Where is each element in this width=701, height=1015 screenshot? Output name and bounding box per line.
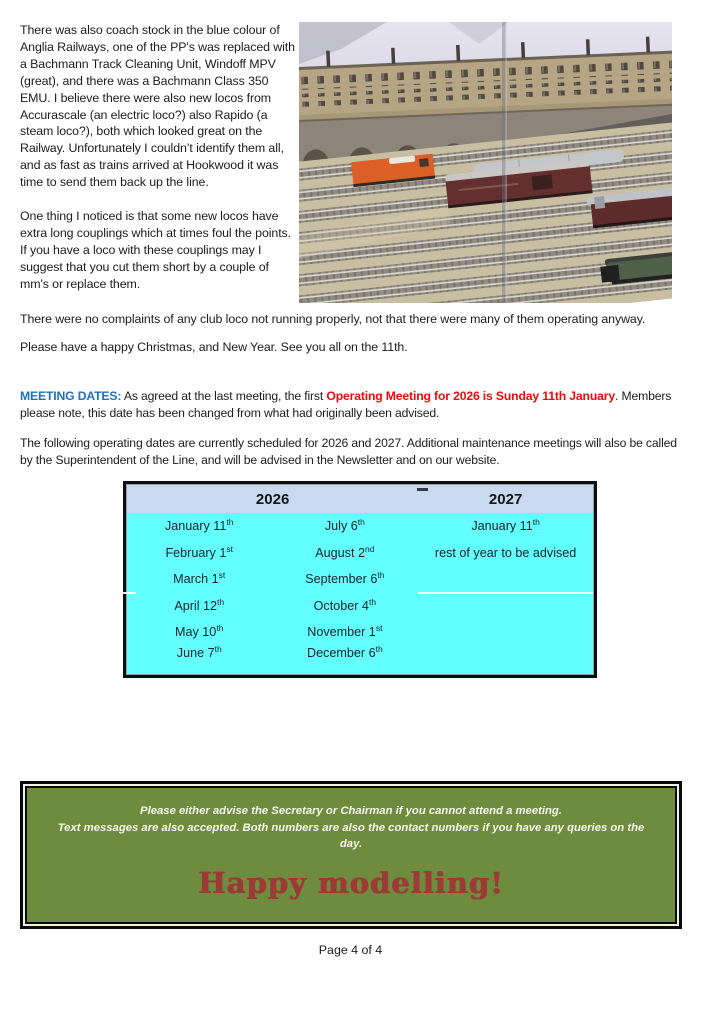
notice-box-inner: [25, 786, 677, 924]
date-cell: August 2nd: [315, 543, 375, 560]
meeting-dates-heading: MEETING DATES:: [20, 389, 122, 403]
date-cell: November 1st: [307, 623, 383, 640]
schedule-paragraph: The following operating dates are currently scheduled for 2026 and 2027. Additional maintenance meetings will also be called by the Superintendent of the Line, and will be advised in the Newsletter and on our website.: [20, 436, 677, 467]
meeting-dates-table: [123, 481, 597, 678]
date-cell: May 10th: [175, 623, 224, 640]
meeting-dates-paragraph: [20, 388, 690, 422]
table-row: [127, 593, 593, 620]
table-row: [127, 646, 593, 674]
date-cell: [418, 646, 593, 674]
date-cell: July 6th: [324, 517, 365, 534]
date-cell: October 4th: [313, 596, 377, 613]
model-railway-photo-art: [299, 22, 672, 303]
date-cell: March 1st: [173, 570, 226, 587]
year-header-2027: 2027: [418, 485, 593, 513]
model-railway-photo: [299, 22, 672, 303]
christmas-line: Please have a happy Christmas, and New Year. See you all on the 11th.: [20, 340, 408, 354]
date-cell: rest of year to be advised: [434, 545, 577, 560]
table-row: [127, 619, 593, 646]
meeting-red-text: Operating Meeting for 2026 is Sunday 11th January: [326, 389, 615, 403]
date-cell: January 11th: [164, 517, 234, 534]
notice-box: [20, 781, 682, 929]
year-header-2026: 2026: [127, 485, 418, 513]
date-cell: [418, 619, 593, 646]
date-cell: April 12th: [174, 596, 225, 613]
date-cell: June 7th: [176, 643, 222, 660]
date-cell: January 11th: [471, 517, 540, 534]
no-complaints-line: There were no complaints of any club loco not running properly, not that there were many of them operating anyway.: [20, 312, 646, 326]
date-cell: [418, 566, 593, 593]
table-row: [127, 540, 593, 567]
meeting-after-text: . Members please note, this date has been changed from what had originally been advised.: [20, 389, 672, 420]
article-paragraph-1: There was also coach stock in the blue colour of Anglia Railways, one of the PP's was replaced with a Bachmann Track Cleaning Unit, Windoff MPV (great), and there was a Bachmann Class 350 EMU. I believe there were also new locos from Accurascale (an electric loco?) also Rapido (a steam loco?), both which looked great on the Railway. Unfortunately I couldn’t identify them all, and as fast as trains arrived at Hookwood it was time to send them back up the line.: [20, 23, 295, 190]
notice-line-2: Text messages are also accepted. Both numbers are also the contact numbers if you have any queries on the day.: [57, 821, 645, 850]
table-row: [127, 513, 593, 540]
meeting-dates-table-inner: [126, 484, 594, 675]
date-cell: [418, 593, 593, 620]
date-cell: September 6th: [305, 570, 385, 587]
page-number: Page 4 of 4: [318, 943, 383, 957]
happy-modelling-headline: Happy modelling!: [198, 865, 504, 900]
table-row: [127, 566, 593, 593]
article-column: [20, 22, 296, 293]
meeting-intro-text: As agreed at the last meeting, the first: [121, 389, 327, 403]
date-cell: December 6th: [306, 643, 383, 660]
date-cell: February 1st: [165, 543, 233, 560]
table-header-row: [127, 485, 593, 513]
meeting-table-body: [127, 513, 593, 674]
notice-line-1: Please either advise the Secretary or Chairman if you cannot attend a meeting.: [140, 805, 562, 817]
article-paragraph-2: One thing I noticed is that some new locos have extra long couplings which at times foul the points. If you have a loco with these couplings may I suggest that you cut them short by a couple of mm's or replace them.: [20, 209, 291, 291]
